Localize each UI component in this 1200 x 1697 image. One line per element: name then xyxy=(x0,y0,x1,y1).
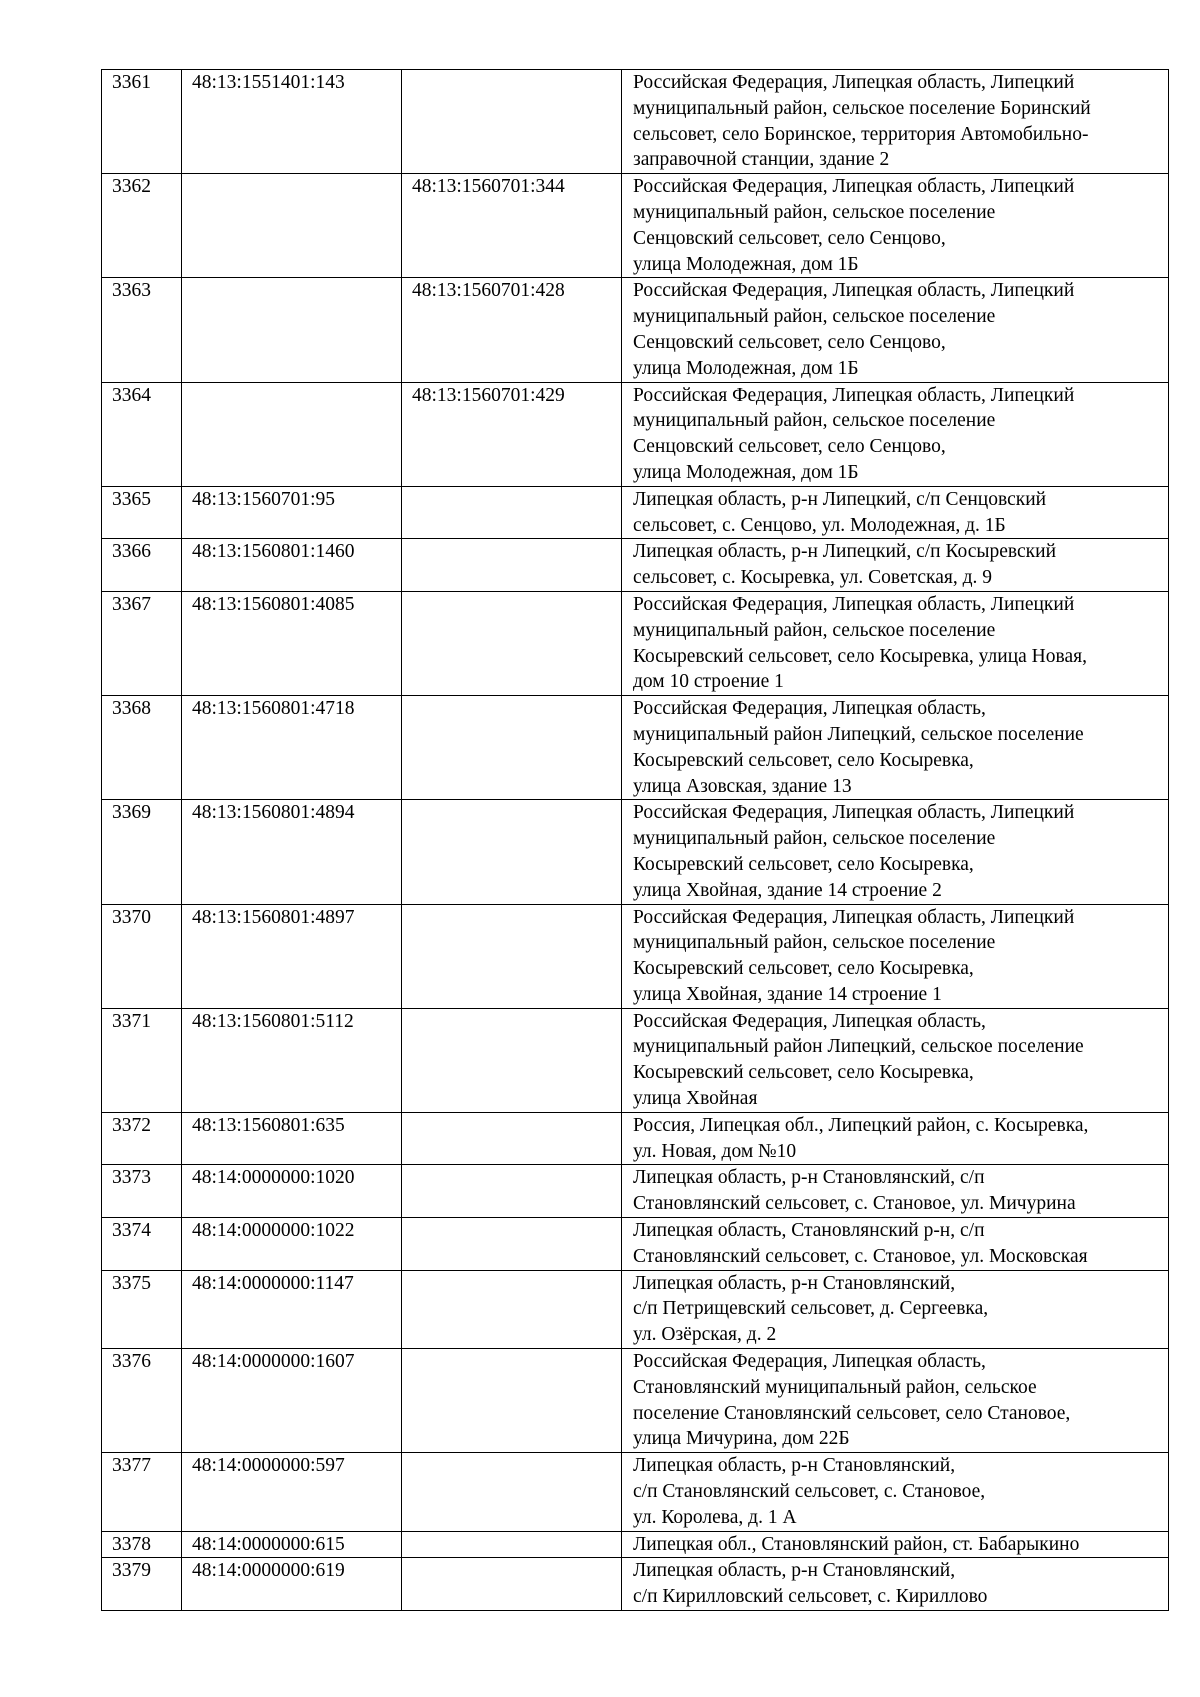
table-row xyxy=(102,1112,1169,1165)
row-number-cell: 3363 xyxy=(102,278,182,382)
row-number-cell: 3371 xyxy=(102,1008,182,1112)
table-row xyxy=(102,1218,1169,1271)
cadastral-number-cell: 48:14:0000000:1607 xyxy=(182,1349,402,1453)
address-cell: Российская Федерация, Липецкая область, Липецкий муниципальный район, сельское поселение Сенцовский сельсовет, село Сенцово, улица Молодежная, дом 1Б xyxy=(622,174,1169,278)
cadastral-number-cell: 48:14:0000000:1147 xyxy=(182,1270,402,1348)
address-cell: Российская Федерация, Липецкая область, Липецкий муниципальный район, сельское поселение Косыревский сельсовет, село Косыревка, улица Новая, дом 10 строение 1 xyxy=(622,591,1169,695)
related-cadastral-number-cell xyxy=(402,1008,622,1112)
row-number-cell: 3376 xyxy=(102,1349,182,1453)
address-cell: Российская Федерация, Липецкая область, Липецкий муниципальный район, сельское поселение Сенцовский сельсовет, село Сенцово, улица Молодежная, дом 1Б xyxy=(622,278,1169,382)
row-number-cell: 3366 xyxy=(102,539,182,592)
cadastral-number-cell: 48:13:1560801:5112 xyxy=(182,1008,402,1112)
related-cadastral-number-cell xyxy=(402,1165,622,1218)
row-number-cell: 3370 xyxy=(102,904,182,1008)
table-row xyxy=(102,1558,1169,1611)
table-row xyxy=(102,1165,1169,1218)
address-cell: Россия, Липецкая обл., Липецкий район, с. Косыревка, ул. Новая, дом №10 xyxy=(622,1112,1169,1165)
table-row xyxy=(102,1531,1169,1558)
cadastral-number-cell: 48:14:0000000:1022 xyxy=(182,1218,402,1271)
table-row xyxy=(102,1349,1169,1453)
row-number-cell: 3361 xyxy=(102,70,182,174)
cadastral-number-cell xyxy=(182,174,402,278)
table-row xyxy=(102,800,1169,904)
address-cell: Российская Федерация, Липецкая область, Липецкий муниципальный район, сельское поселение Сенцовский сельсовет, село Сенцово, улица Молодежная, дом 1Б xyxy=(622,382,1169,486)
cadastral-number-cell xyxy=(182,382,402,486)
row-number-cell: 3368 xyxy=(102,696,182,800)
address-cell: Липецкая обл., Становлянский район, ст. Бабарыкино xyxy=(622,1531,1169,1558)
cadastral-number-cell: 48:14:0000000:619 xyxy=(182,1558,402,1611)
row-number-cell: 3379 xyxy=(102,1558,182,1611)
address-cell: Липецкая область, р-н Становлянский, с/п Становлянский сельсовет, с. Становое, ул. Мичурина xyxy=(622,1165,1169,1218)
row-number-cell: 3378 xyxy=(102,1531,182,1558)
related-cadastral-number-cell: 48:13:1560701:344 xyxy=(402,174,622,278)
related-cadastral-number-cell xyxy=(402,1270,622,1348)
related-cadastral-number-cell xyxy=(402,539,622,592)
table-row xyxy=(102,382,1169,486)
related-cadastral-number-cell xyxy=(402,1112,622,1165)
related-cadastral-number-cell: 48:13:1560701:429 xyxy=(402,382,622,486)
cadastral-number-cell: 48:13:1560801:4894 xyxy=(182,800,402,904)
table-row xyxy=(102,539,1169,592)
related-cadastral-number-cell xyxy=(402,1349,622,1453)
table-row xyxy=(102,70,1169,174)
related-cadastral-number-cell xyxy=(402,1531,622,1558)
row-number-cell: 3362 xyxy=(102,174,182,278)
row-number-cell: 3373 xyxy=(102,1165,182,1218)
cadastral-number-cell: 48:14:0000000:615 xyxy=(182,1531,402,1558)
table-row xyxy=(102,696,1169,800)
row-number-cell: 3364 xyxy=(102,382,182,486)
cadastral-number-cell: 48:13:1560801:1460 xyxy=(182,539,402,592)
related-cadastral-number-cell xyxy=(402,591,622,695)
table-row xyxy=(102,1453,1169,1531)
cadastral-number-cell: 48:13:1560801:635 xyxy=(182,1112,402,1165)
cadastral-number-cell: 48:13:1560701:95 xyxy=(182,486,402,539)
address-cell: Липецкая область, Становлянский р-н, с/п Становлянский сельсовет, с. Становое, ул. Московская xyxy=(622,1218,1169,1271)
cadastral-number-cell: 48:14:0000000:1020 xyxy=(182,1165,402,1218)
address-cell: Российская Федерация, Липецкая область, Липецкий муниципальный район, сельское поселение Косыревский сельсовет, село Косыревка, улица Хвойная, здание 14 строение 1 xyxy=(622,904,1169,1008)
address-cell: Липецкая область, р-н Становлянский, с/п Петрищевский сельсовет, д. Сергеевка, ул. Озёрская, д. 2 xyxy=(622,1270,1169,1348)
related-cadastral-number-cell xyxy=(402,1453,622,1531)
address-cell: Российская Федерация, Липецкая область, Липецкий муниципальный район, сельское поселение Боринский сельсовет, село Боринское, территория Автомобильно- заправочной станции, здание 2 xyxy=(622,70,1169,174)
address-cell: Российская Федерация, Липецкая область, Липецкий муниципальный район, сельское поселение Косыревский сельсовет, село Косыревка, улица Хвойная, здание 14 строение 2 xyxy=(622,800,1169,904)
row-number-cell: 3372 xyxy=(102,1112,182,1165)
table-row xyxy=(102,174,1169,278)
cadastral-number-cell: 48:13:1560801:4897 xyxy=(182,904,402,1008)
address-cell: Липецкая область, р-н Липецкий, с/п Косыревский сельсовет, с. Косыревка, ул. Советская, д. 9 xyxy=(622,539,1169,592)
address-cell: Российская Федерация, Липецкая область, муниципальный район Липецкий, сельское поселение Косыревский сельсовет, село Косыревка, улица Азовская, здание 13 xyxy=(622,696,1169,800)
table-row xyxy=(102,591,1169,695)
related-cadastral-number-cell xyxy=(402,70,622,174)
table-row xyxy=(102,1008,1169,1112)
row-number-cell: 3377 xyxy=(102,1453,182,1531)
cadastral-number-cell: 48:13:1560801:4085 xyxy=(182,591,402,695)
related-cadastral-number-cell xyxy=(402,696,622,800)
address-cell: Липецкая область, р-н Становлянский, с/п Кирилловский сельсовет, с. Кириллово xyxy=(622,1558,1169,1611)
row-number-cell: 3374 xyxy=(102,1218,182,1271)
property-table xyxy=(101,69,1169,1611)
table-body xyxy=(102,70,1169,1611)
related-cadastral-number-cell: 48:13:1560701:428 xyxy=(402,278,622,382)
table-row xyxy=(102,278,1169,382)
address-cell: Российская Федерация, Липецкая область, Становлянский муниципальный район, сельское поселение Становлянский сельсовет, село Становое, улица Мичурина, дом 22Б xyxy=(622,1349,1169,1453)
table-row xyxy=(102,1270,1169,1348)
related-cadastral-number-cell xyxy=(402,1218,622,1271)
related-cadastral-number-cell xyxy=(402,1558,622,1611)
table-row xyxy=(102,486,1169,539)
cadastral-number-cell xyxy=(182,278,402,382)
table-row xyxy=(102,904,1169,1008)
related-cadastral-number-cell xyxy=(402,904,622,1008)
address-cell: Липецкая область, р-н Становлянский, с/п Становлянский сельсовет, с. Становое, ул. Королева, д. 1 А xyxy=(622,1453,1169,1531)
row-number-cell: 3369 xyxy=(102,800,182,904)
related-cadastral-number-cell xyxy=(402,486,622,539)
cadastral-number-cell: 48:14:0000000:597 xyxy=(182,1453,402,1531)
address-cell: Российская Федерация, Липецкая область, муниципальный район Липецкий, сельское поселение Косыревский сельсовет, село Косыревка, улица Хвойная xyxy=(622,1008,1169,1112)
row-number-cell: 3367 xyxy=(102,591,182,695)
cadastral-number-cell: 48:13:1551401:143 xyxy=(182,70,402,174)
row-number-cell: 3365 xyxy=(102,486,182,539)
address-cell: Липецкая область, р-н Липецкий, с/п Сенцовский сельсовет, с. Сенцово, ул. Молодежная, д. 1Б xyxy=(622,486,1169,539)
cadastral-number-cell: 48:13:1560801:4718 xyxy=(182,696,402,800)
related-cadastral-number-cell xyxy=(402,800,622,904)
row-number-cell: 3375 xyxy=(102,1270,182,1348)
